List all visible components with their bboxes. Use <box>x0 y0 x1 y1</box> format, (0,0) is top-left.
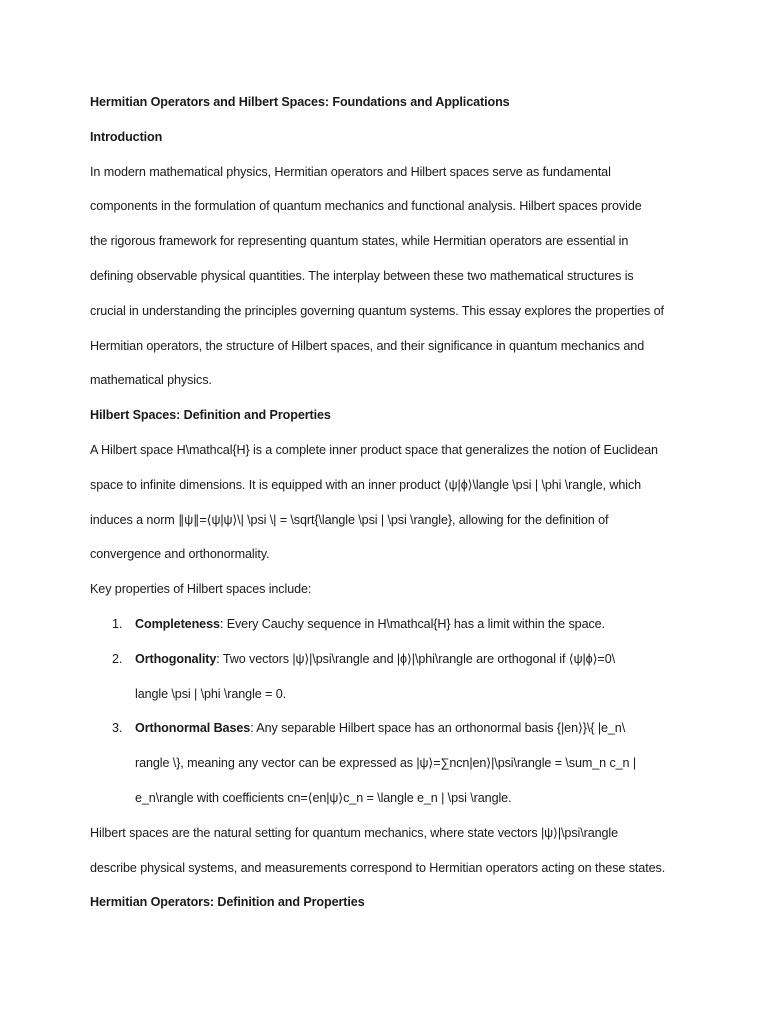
hilbert-closing-paragraph <box>90 823 690 893</box>
list-number: 1. <box>112 616 123 631</box>
paragraph-line: mathematical physics. <box>90 373 212 388</box>
list-number: 2. <box>112 651 123 666</box>
list-term: Completeness <box>135 616 220 631</box>
list-text: : Two vectors |ψ⟩|\psi\rangle and |ϕ⟩|\phi\rangle are orthogonal if ⟨ψ|ϕ⟩=0\ <box>216 651 615 666</box>
paragraph-line: space to infinite dimensions. It is equipped with an inner product ⟨ψ|ϕ⟩\langle \psi | \phi \rangle, which <box>90 477 642 492</box>
section-heading-hermitian-operators: Hermitian Operators: Definition and Properties <box>90 895 365 910</box>
list-term: Orthonormal Bases <box>135 721 251 736</box>
paragraph-line: convergence and orthonormality. <box>90 547 270 562</box>
list-item <box>90 718 690 753</box>
section-heading-hilbert-spaces: Hilbert Spaces: Definition and Properties <box>90 408 331 423</box>
list-item-continuation: e_n\rangle with coefficients cn=⟨en|ψ⟩c_n = \langle e_n | \psi \rangle. <box>135 790 512 805</box>
list-item-continuation: rangle \}, meaning any vector can be expressed as |ψ⟩=∑ncn|en⟩|\psi\rangle = \sum_n c_n | <box>135 756 637 771</box>
list-item <box>90 649 690 684</box>
paragraph-line: Hermitian operators, the structure of Hilbert spaces, and their significance in quantum mechanics and <box>90 338 645 353</box>
list-text: : Every Cauchy sequence in H\mathcal{H} has a limit within the space. <box>219 616 605 631</box>
paragraph-line: crucial in understanding the principles governing quantum systems. This essay explores the properties of <box>90 303 664 318</box>
paragraph-line: In modern mathematical physics, Hermitian operators and Hilbert spaces serve as fundamental <box>90 164 611 179</box>
section-heading-introduction: Introduction <box>90 129 163 144</box>
paragraph-line: describe physical systems, and measurements correspond to Hermitian operators acting on these states. <box>90 860 666 875</box>
paragraph-line: defining observable physical quantities. The interplay between these two mathematical structures is <box>90 268 634 283</box>
list-text: : Any separable Hilbert space has an orthonormal basis {|en⟩}\{ |e_n\ <box>250 721 626 736</box>
hilbert-definition-paragraph <box>90 440 690 579</box>
paragraph-line: Hilbert spaces are the natural setting for quantum mechanics, where state vectors |ψ⟩|\psi\rangle <box>90 825 619 840</box>
paragraph-line: components in the formulation of quantum mechanics and functional analysis. Hilbert spaces provide <box>90 199 642 214</box>
document-title: Hermitian Operators and Hilbert Spaces: Foundations and Applications <box>90 95 510 109</box>
document-body <box>90 92 690 927</box>
paragraph-line: the rigorous framework for representing quantum states, while Hermitian operators are essential in <box>90 234 629 249</box>
paragraph-line: A Hilbert space H\mathcal{H} is a complete inner product space that generalizes the notion of Euclidean <box>90 442 658 457</box>
properties-list <box>90 614 690 823</box>
paragraph-line: induces a norm ∥ψ∥=⟨ψ|ψ⟩\| \psi \| = \sqrt{\langle \psi | \psi \rangle}, allowing for the definition of <box>90 512 609 527</box>
introduction-paragraph <box>90 162 690 406</box>
key-properties-intro: Key properties of Hilbert spaces include: <box>90 582 312 597</box>
list-number: 3. <box>112 721 123 736</box>
list-item-continuation: langle \psi | \phi \rangle = 0. <box>135 686 287 701</box>
list-item <box>90 614 690 649</box>
list-term: Orthogonality <box>135 651 217 666</box>
